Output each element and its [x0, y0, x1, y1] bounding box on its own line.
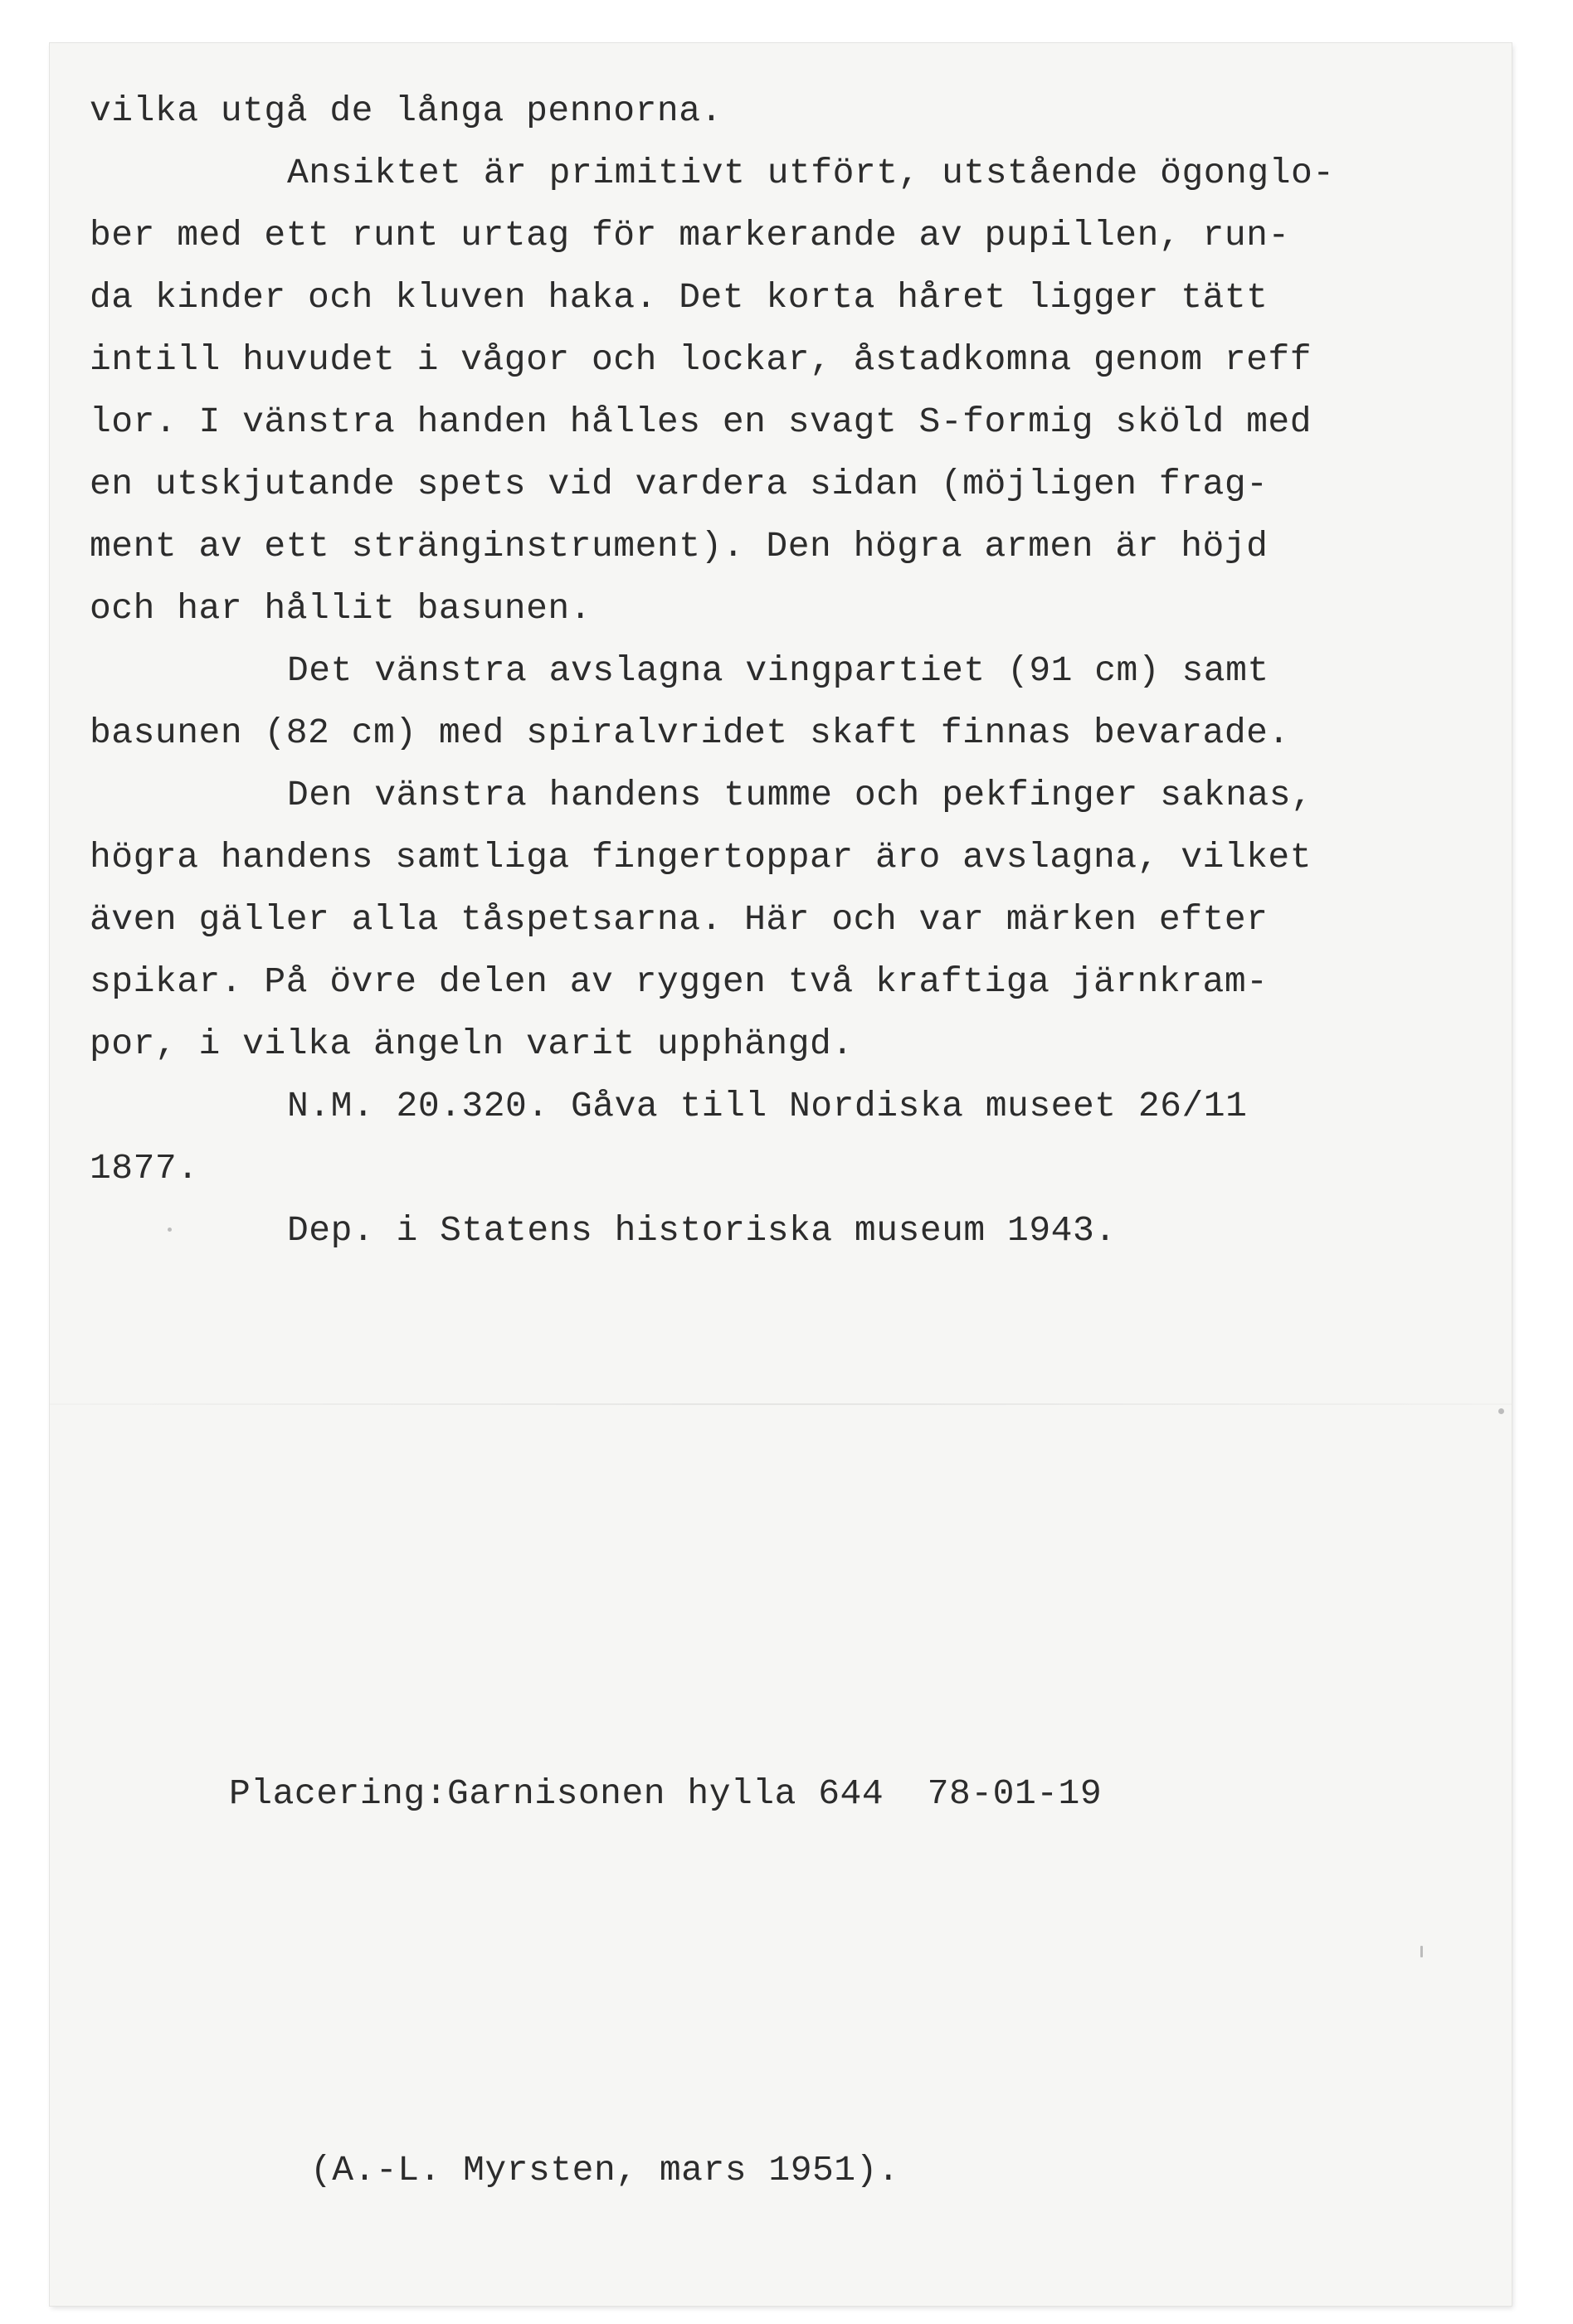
text-line-2: Ansiktet är primitivt utfört, utstående ögonglo-	[287, 153, 1335, 193]
text-line-8: ment av ett stränginstrument). Den högra armen är höjd	[90, 526, 1269, 566]
text-line-7: en utskjutande spets vid vardera sidan (möjligen frag-	[90, 464, 1269, 504]
text-line-9: och har hållit basunen.	[90, 588, 592, 629]
text-line-12: Den vänstra handens tumme och pekfinger saknas,	[287, 775, 1313, 815]
text-line-14: även gäller alla tåspetsarna. Här och var märken efter	[90, 899, 1269, 940]
text-line-11: basunen (82 cm) med spiralvridet skaft finnas bevarade.	[90, 712, 1290, 753]
paper-speck	[168, 1228, 172, 1232]
text-line-1: vilka utgå de långa pennorna.	[90, 90, 723, 131]
text-line-19: Dep. i Statens historiska museum 1943.	[287, 1210, 1117, 1251]
paper-fold-crease	[50, 1403, 1512, 1405]
text-line-6: lor. I vänstra handen hålles en svagt S-formig sköld med	[90, 401, 1312, 442]
text-line-18: 1877.	[90, 1148, 199, 1189]
text-line-3: ber med ett runt urtag för markerande av pupillen, run-	[90, 215, 1290, 255]
text-line-13: högra handens samtliga fingertoppar äro avslagna, vilket	[90, 837, 1312, 878]
paper-speck	[1498, 1408, 1504, 1414]
text-line-5: intill huvudet i vågor och lockar, åstadkomna genom reff	[90, 339, 1312, 380]
author-signature-line: (A.-L. Myrsten, mars 1951).	[310, 2150, 900, 2190]
body-paragraphs	[90, 80, 1335, 1262]
text-line-16: por, i vilka ängeln varit upphängd.	[90, 1023, 854, 1064]
text-line-10: Det vänstra avslagna vingpartiet (91 cm) samt	[287, 650, 1269, 691]
placement-note: Placering:Garnisonen hylla 644 78-01-19	[229, 1773, 1103, 1814]
text-line-4: da kinder och kluven haka. Det korta håret ligger tätt	[90, 277, 1269, 318]
paper-speck	[1420, 1946, 1423, 1957]
text-line-17: N.M. 20.320. Gåva till Nordiska museet 26/11	[287, 1086, 1248, 1126]
text-line-15: spikar. På övre delen av ryggen två kraftiga järnkram-	[90, 961, 1269, 1002]
